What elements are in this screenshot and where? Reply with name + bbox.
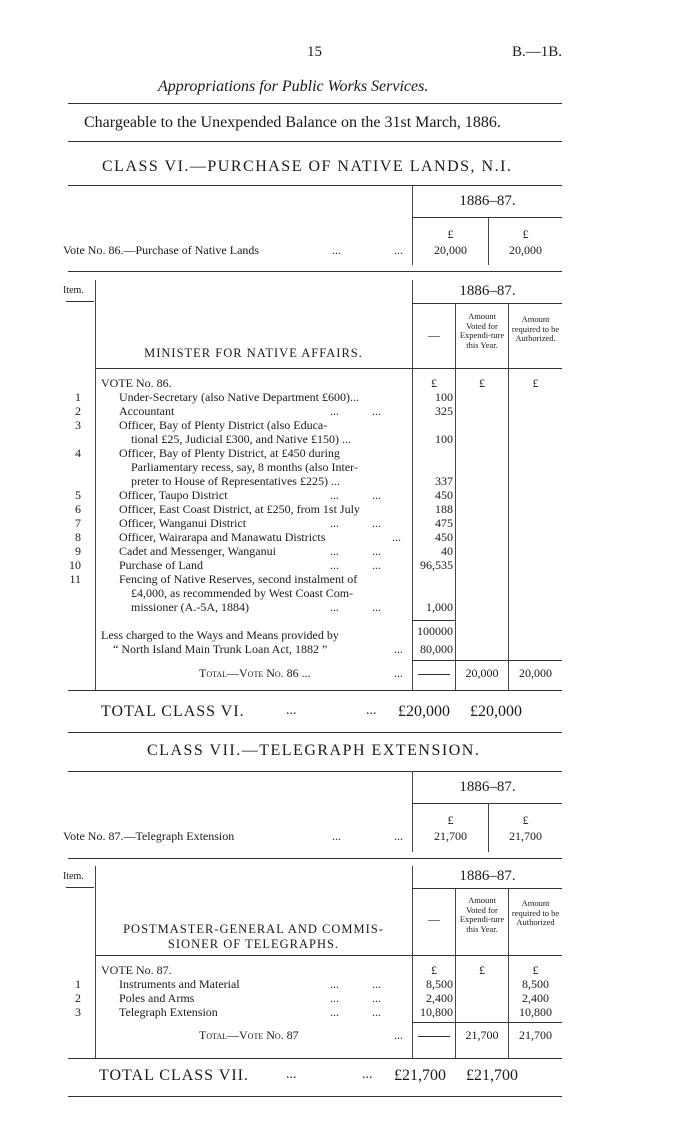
class-7-vote-heading: VOTE No. 87. <box>101 963 172 977</box>
class-6-item-header: Item. <box>63 285 84 296</box>
dots: ... ... <box>330 977 381 991</box>
item-number: 11 <box>69 572 81 586</box>
item-description: Officer, Wairarapa and Manawatu Districts <box>119 530 326 544</box>
dots: ... <box>366 703 377 718</box>
dots: ... ... <box>330 558 381 572</box>
class-7-total-amount-2: £21,700 <box>466 1067 518 1084</box>
class-6-subtotal: 100000 <box>417 624 453 638</box>
dots: ... <box>394 1028 403 1042</box>
unit: £ <box>532 376 539 390</box>
class-7-vote-label: Vote No. 87.—Telegraph Extension <box>63 829 235 843</box>
unit: £ <box>431 963 437 977</box>
item-amount: 96,535 <box>420 558 453 572</box>
class-7-item-header: Item. <box>63 871 84 882</box>
dots: ... ... <box>330 600 381 614</box>
class-6-total-amount-1: £20,000 <box>398 703 450 720</box>
class-7-table-year: 1886–87. <box>459 868 516 884</box>
item-number: 1 <box>75 390 81 404</box>
unit: £ <box>479 963 485 977</box>
class-7-minister-line-2: SIONER OF TELEGRAPHS. <box>167 937 340 951</box>
class-6-total-vote-required: 20,000 <box>519 666 552 680</box>
item-amount: 100 <box>435 390 453 404</box>
class-6-vote-amount-2: 20,000 <box>509 243 542 257</box>
class-7-total-vote-required: 21,700 <box>519 1028 552 1042</box>
item-amount: 450 <box>435 530 453 544</box>
dots: ... ... <box>330 544 381 558</box>
item-number: 1 <box>75 977 81 991</box>
page-subtitle: Chargeable to the Unexpended Balance on the 31st March, 1886. <box>84 114 501 131</box>
class-6-total-vote-label: Total—Vote No. 86 ... <box>199 666 311 680</box>
class-6-less-amount: 80,000 <box>420 642 453 656</box>
item-description: Officer, East Coast District, at £250, from 1st July <box>119 502 360 516</box>
item-required: 2,400 <box>522 991 549 1005</box>
item-number: 2 <box>75 404 81 418</box>
dots: ... <box>392 530 401 544</box>
item-description: Officer, Bay of Plenty District (also Educa- <box>119 418 328 432</box>
dots: ... <box>332 243 341 257</box>
class-6-col-voted: Amount Voted for Expendi-ture this Year. <box>459 311 505 350</box>
item-description: Officer, Bay of Plenty District, at £450 during <box>119 446 340 460</box>
item-description: Poles and Arms <box>119 991 195 1005</box>
dots: ... <box>332 829 341 843</box>
item-amount: 475 <box>435 516 453 530</box>
dots: ... ... <box>330 404 381 418</box>
dots: ... <box>286 1067 297 1082</box>
class-6-vote-unit-1: £ <box>447 227 454 241</box>
item-description: Purchase of Land <box>119 558 203 572</box>
unit: £ <box>431 376 437 390</box>
class-6-minister: MINISTER FOR NATIVE AFFAIRS. <box>144 346 363 360</box>
item-description: Instruments and Material <box>119 977 240 991</box>
class-6-less-line-2: “ North Island Main Trunk Loan Act, 1882 ” <box>113 642 328 656</box>
item-number: 8 <box>75 530 81 544</box>
item-amount: 40 <box>441 544 453 558</box>
dots: ... <box>362 1067 373 1082</box>
class-6-heading: CLASS VI.—PURCHASE OF NATIVE LANDS, N.I. <box>102 158 513 175</box>
class-7-total-vote-label: Total—Vote No. 87 <box>199 1028 299 1042</box>
class-6-total-label: TOTAL CLASS VI. <box>101 703 245 720</box>
class-6-vote-amount-1: 20,000 <box>434 243 467 257</box>
class-6-vote-heading: VOTE No. 86. <box>101 376 172 390</box>
dots: ... <box>286 703 297 718</box>
dots: ... <box>394 829 403 843</box>
item-amount: 337 <box>435 474 453 488</box>
dots: ... ... <box>330 488 381 502</box>
dots: ... <box>394 243 403 257</box>
item-number: 2 <box>75 991 81 1005</box>
class-6-table-year: 1886–87. <box>459 283 516 299</box>
class-6-vote-label: Vote No. 86.—Purchase of Native Lands <box>63 243 260 257</box>
item-description: Officer, Wanganui District <box>119 516 247 530</box>
class-7-col-dash: — <box>428 912 440 926</box>
item-amount: 450 <box>435 488 453 502</box>
class-7-vote-amount-2: 21,700 <box>509 829 542 843</box>
class-7-total-amount-1: £21,700 <box>394 1067 446 1084</box>
unit: £ <box>479 376 485 390</box>
class-7-col-voted: Amount Voted for Expendi-ture this Year. <box>459 895 505 934</box>
item-amount: 2,400 <box>426 991 453 1005</box>
class-6-col-required: Amount required to be Authorized. <box>511 314 560 343</box>
item-amount: 1,000 <box>426 600 453 614</box>
class-7-total-vote-voted: 21,700 <box>465 1028 499 1042</box>
item-description: Fencing of Native Reserves, second instalment of <box>119 572 358 586</box>
item-description: Cadet and Messenger, Wanganui <box>119 544 276 558</box>
page-number: 15 <box>307 44 322 60</box>
item-number: 6 <box>75 502 81 516</box>
class-7-vote-amount-1: 21,700 <box>434 829 467 843</box>
dots: ... ... <box>330 991 381 1005</box>
unit: £ <box>532 963 539 977</box>
item-number: 9 <box>75 544 81 558</box>
item-required: 8,500 <box>522 977 549 991</box>
item-number: 3 <box>75 418 81 432</box>
class-6-year-header: 1886–87. <box>459 193 516 209</box>
class-7-col-required: Amount required to be Authorized <box>511 898 560 927</box>
class-6-total-vote-voted: 20,000 <box>465 666 499 680</box>
item-number: 5 <box>75 488 81 502</box>
item-description-cont: missioner (A.-5A, 1884) <box>131 600 249 614</box>
class-7-minister-line-1: POSTMASTER-GENERAL AND COMMIS- <box>123 922 384 936</box>
item-amount: 188 <box>435 502 453 516</box>
item-description-cont: £4,000, as recommended by West Coast Com- <box>131 586 354 600</box>
item-number: 7 <box>75 516 81 530</box>
item-amount: 10,800 <box>420 1005 453 1019</box>
item-description: Telegraph Extension <box>119 1005 218 1019</box>
item-description-cont: tional £25, Judicial £300, and Native £150) ... <box>131 432 351 446</box>
item-description: Officer, Taupo District <box>119 488 228 502</box>
document-reference: B.—1B. <box>512 44 563 60</box>
item-number: 3 <box>75 1005 81 1019</box>
dots: ... ... <box>330 516 381 530</box>
class-7-vote-unit-1: £ <box>447 813 454 827</box>
item-amount: 8,500 <box>426 977 453 991</box>
item-number: 4 <box>75 446 81 460</box>
dots: ... <box>394 642 403 656</box>
class-7-vote-unit-2: £ <box>522 813 529 827</box>
item-amount: 325 <box>435 404 453 418</box>
dots: ... ... <box>330 1005 381 1019</box>
item-description: Accountant <box>119 404 175 418</box>
item-required: 10,800 <box>519 1005 552 1019</box>
item-amount: 100 <box>435 432 453 446</box>
class-7-heading: CLASS VII.—TELEGRAPH EXTENSION. <box>147 742 481 759</box>
item-number: 10 <box>69 558 81 572</box>
item-description: Under-Secretary (also Native Department £600)... <box>119 390 359 404</box>
class-7-total-label: TOTAL CLASS VII. <box>99 1067 249 1084</box>
class-7-year-header: 1886–87. <box>459 779 516 795</box>
dots: ... <box>394 666 403 680</box>
class-6-vote-unit-2: £ <box>522 227 529 241</box>
item-description-cont: Parliamentary recess, say, 8 months (also Inter- <box>131 460 358 474</box>
page-title: Appropriations for Public Works Services. <box>158 78 429 95</box>
class-6-total-amount-2: £20,000 <box>470 703 522 720</box>
class-6-less-line-1: Less charged to the Ways and Means provided by <box>101 628 339 642</box>
item-description-cont: preter to House of Representatives £225) ... <box>131 474 340 488</box>
class-6-col-dash: — <box>428 328 440 342</box>
